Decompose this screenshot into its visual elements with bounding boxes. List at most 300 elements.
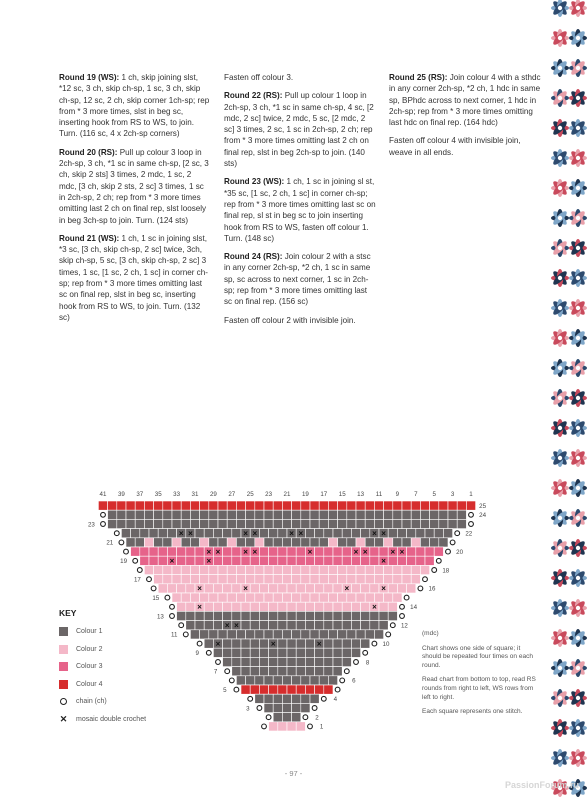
mdc-mark: ×: [197, 584, 202, 594]
stitch-cell: [315, 602, 324, 611]
stitch-cell: [246, 575, 255, 584]
stitch-cell: [315, 611, 324, 620]
pattern-paragraph: [224, 176, 376, 244]
stitch-cell: [264, 575, 273, 584]
mdc-mark: ×: [381, 584, 386, 594]
stitch-cell: [457, 519, 466, 528]
row-number: 13: [156, 613, 164, 621]
mdc-mark: ×: [307, 547, 313, 557]
stitch-cell: [241, 556, 250, 565]
stitch-cell: [351, 621, 360, 630]
chain-mark: [225, 669, 230, 674]
decorative-tile-border: [551, 0, 587, 800]
stitch-cell: [269, 547, 278, 556]
stitch-cell: [425, 547, 434, 556]
key-title: KEY: [59, 608, 77, 618]
stitch-cell: [351, 556, 360, 565]
stitch-cell: [264, 676, 273, 685]
border-motif: [551, 569, 569, 587]
stitch-cell: [158, 584, 167, 593]
stitch-cell: [402, 519, 411, 528]
stitch-cell: [420, 565, 429, 574]
stitch-cell: [278, 685, 287, 694]
stitch-cell: [397, 584, 406, 593]
stitch-cell: [296, 648, 305, 657]
row-number: 20: [456, 548, 464, 556]
chain-mark: [151, 586, 156, 591]
border-motif: [569, 569, 587, 587]
row-number: 3: [246, 705, 250, 713]
stitch-cell: [186, 584, 195, 593]
stitch-cell: [190, 519, 199, 528]
stitch-cell: [223, 648, 232, 657]
stitch-cell: [333, 639, 342, 648]
round-instructions: Fasten off colour 3.: [224, 73, 294, 82]
stitch-cell: [204, 529, 213, 538]
stitch-cell: [259, 657, 268, 666]
stitch-cell: [154, 519, 163, 528]
stitch-cell: [319, 519, 328, 528]
stitch-cell: [273, 565, 282, 574]
stitch-cell: [319, 630, 328, 639]
mdc-mark: ×: [344, 584, 350, 594]
stitch-cell: [144, 501, 153, 510]
column-number: 35: [154, 491, 162, 498]
stitch-cell: [296, 621, 305, 630]
stitch-cell: [296, 611, 305, 620]
stitch-cell: [250, 556, 259, 565]
stitch-cell: [328, 630, 337, 639]
stitch-cell: [287, 657, 296, 666]
stitch-cell: [282, 575, 291, 584]
stitch-cell: [351, 529, 360, 538]
stitch-cell: [347, 565, 356, 574]
stitch-cell: [407, 556, 416, 565]
stitch-cell: [282, 630, 291, 639]
stitch-cell: [282, 713, 291, 722]
column-number: 9: [395, 491, 400, 498]
stitch-cell: [356, 501, 365, 510]
chain-mark: [450, 540, 455, 545]
stitch-cell: [388, 529, 397, 538]
stitch-cell: [338, 519, 347, 528]
stitch-cell: [181, 575, 190, 584]
stitch-cell: [149, 556, 158, 565]
stitch-cell: [278, 667, 287, 676]
stitch-cell: [305, 529, 314, 538]
stitch-cell: [177, 547, 186, 556]
stitch-cell: [370, 547, 379, 556]
stitch-cell: [195, 621, 204, 630]
stitch-cell: [384, 519, 393, 528]
stitch-cell: [278, 621, 287, 630]
stitch-cell: [246, 519, 255, 528]
pattern-paragraph: [224, 72, 376, 83]
mdc-mark: ×: [390, 547, 396, 557]
stitch-cell: [333, 547, 342, 556]
stitch-cell: [287, 556, 296, 565]
round-label: Round 21 (WS):: [59, 233, 120, 243]
stitch-cell: [338, 538, 347, 547]
stitch-cell: [305, 657, 314, 666]
stitch-cell: [278, 547, 287, 556]
row-number: 15: [152, 594, 160, 602]
stitch-cell: [209, 501, 218, 510]
stitch-cell: [338, 501, 347, 510]
border-motif: [551, 149, 569, 167]
stitch-cell: [190, 510, 199, 519]
border-motif: [551, 179, 569, 197]
stitch-cell: [246, 676, 255, 685]
stitch-cell: [278, 657, 287, 666]
stitch-cell: [374, 519, 383, 528]
stitch-cell: [190, 538, 199, 547]
stitch-cell: [140, 529, 149, 538]
chain-mark: [266, 715, 271, 720]
border-motif: [569, 689, 587, 707]
chain-mark: [216, 660, 221, 665]
pattern-paragraph: [59, 233, 211, 323]
stitch-cell: [411, 575, 420, 584]
round-label: Round 23 (WS):: [224, 177, 285, 187]
stitch-cell: [167, 529, 176, 538]
chain-mark: [432, 568, 437, 573]
stitch-cell: [324, 611, 333, 620]
stitch-cell: [305, 611, 314, 620]
stitch-cell: [250, 602, 259, 611]
stitch-cell: [292, 593, 301, 602]
stitch-cell: [402, 501, 411, 510]
stitch-cell: [315, 584, 324, 593]
stitch-cell: [328, 519, 337, 528]
stitch-cell: [282, 676, 291, 685]
pattern-paragraph: [389, 72, 541, 128]
stitch-cell: [338, 565, 347, 574]
stitch-cell: [195, 611, 204, 620]
stitch-cell: [209, 593, 218, 602]
stitch-cell: [126, 519, 135, 528]
stitch-cell: [246, 630, 255, 639]
stitch-cell: [338, 630, 347, 639]
stitch-cell: [172, 538, 181, 547]
border-motif: [551, 719, 569, 737]
stitch-cell: [232, 648, 241, 657]
key-label-colour-1: Colour 1: [76, 628, 103, 636]
chain-mark: [114, 531, 119, 536]
stitch-cell: [374, 538, 383, 547]
stitch-cell: [181, 501, 190, 510]
mdc-mark: ×: [243, 547, 248, 557]
stitch-cell: [351, 648, 360, 657]
stitch-cell: [315, 648, 324, 657]
stitch-cell: [333, 621, 342, 630]
chain-mark: [137, 568, 142, 573]
chain-mark: [262, 724, 267, 729]
stitch-cell: [315, 556, 324, 565]
stitch-cell: [269, 657, 278, 666]
row-number: 8: [365, 659, 370, 667]
stitch-cell: [269, 685, 278, 694]
stitch-cell: [296, 685, 305, 694]
stitch-cell: [255, 630, 264, 639]
stitch-cell: [273, 519, 282, 528]
stitch-cell: [200, 575, 209, 584]
stitch-cell: [213, 648, 222, 657]
stitch-cell: [425, 529, 434, 538]
stitch-cell: [200, 593, 209, 602]
stitch-cell: [273, 676, 282, 685]
stitch-cell: [393, 501, 402, 510]
stitch-cell: [324, 556, 333, 565]
stitch-cell: [338, 593, 347, 602]
row-number: 16: [428, 585, 436, 593]
chain-mark: [321, 696, 326, 701]
stitch-cell: [287, 685, 296, 694]
stitch-cell: [246, 593, 255, 602]
mdc-mark: ×: [298, 528, 304, 538]
border-motif: [551, 689, 569, 707]
stitch-cell: [269, 556, 278, 565]
stitch-cell: [301, 510, 310, 519]
stitch-cell: [356, 519, 365, 528]
stitch-cell: [269, 529, 278, 538]
stitch-cell: [232, 657, 241, 666]
column-number: 31: [191, 491, 199, 498]
stitch-cell: [292, 703, 301, 712]
stitch-cell: [181, 538, 190, 547]
border-motif: [569, 449, 587, 467]
stitch-cell: [328, 593, 337, 602]
stitch-cell: [416, 556, 425, 565]
stitch-cell: [117, 519, 126, 528]
stitch-cell: [108, 510, 117, 519]
stitch-cell: [351, 584, 360, 593]
stitch-cell: [264, 694, 273, 703]
stitch-cell: [259, 667, 268, 676]
stitch-cell: [223, 556, 232, 565]
border-motif: [551, 59, 569, 77]
stitch-cell: [324, 602, 333, 611]
stitch-cell: [361, 639, 370, 648]
stitch-cell: [347, 519, 356, 528]
stitch-cell: [393, 519, 402, 528]
stitch-cell: [278, 611, 287, 620]
stitch-cell: [361, 584, 370, 593]
stitch-cell: [319, 501, 328, 510]
column-number: 25: [246, 491, 254, 498]
stitch-cell: [379, 611, 388, 620]
stitch-cell: [227, 501, 236, 510]
stitch-cell: [319, 676, 328, 685]
stitch-cell: [310, 501, 319, 510]
stitch-cell: [439, 501, 448, 510]
stitch-cell: [411, 501, 420, 510]
chain-mark: [469, 522, 474, 527]
stitch-cell: [236, 593, 245, 602]
stitch-cell: [384, 575, 393, 584]
chart-key: [59, 608, 146, 728]
stitch-cell: [232, 556, 241, 565]
stitch-cell: [273, 593, 282, 602]
border-motif: [569, 0, 587, 17]
stitch-cell: [342, 547, 351, 556]
stitch-cell: [430, 538, 439, 547]
stitch-cell: [269, 648, 278, 657]
stitch-cell: [236, 565, 245, 574]
stitch-cell: [204, 621, 213, 630]
mdc-mark: ×: [252, 547, 258, 557]
stitch-cell: [365, 501, 374, 510]
stitch-cell: [158, 547, 167, 556]
stitch-cell: [186, 556, 195, 565]
stitch-cell: [333, 648, 342, 657]
stitch-cell: [121, 529, 130, 538]
stitch-cell: [209, 575, 218, 584]
chain-mark: [390, 623, 395, 628]
border-motif: [569, 59, 587, 77]
stitch-cell: [310, 510, 319, 519]
chain-mark: [455, 531, 460, 536]
row-number: 5: [223, 686, 227, 694]
stitch-cell: [301, 593, 310, 602]
border-motif: [569, 239, 587, 257]
stitch-cell: [204, 584, 213, 593]
stitch-cell: [144, 510, 153, 519]
stitch-cell: [466, 501, 475, 510]
chain-mark: [335, 687, 340, 692]
stitch-cell: [356, 575, 365, 584]
stitch-cell: [269, 611, 278, 620]
stitch-cell: [292, 630, 301, 639]
chain-mark: [418, 586, 423, 591]
stitch-cell: [287, 602, 296, 611]
key-label-colour-3: Colour 3: [76, 663, 103, 671]
stitch-cell: [430, 501, 439, 510]
stitch-cell: [430, 510, 439, 519]
stitch-cell: [370, 584, 379, 593]
pattern-paragraph: [224, 251, 376, 307]
row-number: 1: [319, 723, 324, 731]
stitch-cell: [259, 556, 268, 565]
border-motif: [569, 209, 587, 227]
stitch-cell: [310, 565, 319, 574]
stitch-cell: [269, 621, 278, 630]
note-stitch: Each square represents one stitch.: [422, 708, 523, 716]
stitch-cell: [236, 538, 245, 547]
note-repeat: Chart shows one side of square; it should be repeated four times on each round.: [422, 644, 533, 669]
chain-mark: [386, 632, 391, 637]
stitch-cell: [448, 501, 457, 510]
stitch-cell: [186, 621, 195, 630]
stitch-cell: [223, 611, 232, 620]
border-motif: [551, 539, 569, 557]
stitch-cell: [296, 584, 305, 593]
round-instructions: Pull up colour 3 loop in 2ch-sp, 3 ch, *1 sc in same ch-sp, [2 sc, 3 ch, skip 2 sts] 3 times, 2 mdc, 1 sc, 2 mdc, [3 ch, skip 2 sts, 2 sc] 3 times, 1 sc in 2ch-sp, 2 ch; rep from * 3 more times omitting last 2 ch on final rep, slst loosely in beg 3ch-sp to join. Turn. (124 sts): [59, 147, 209, 225]
stitch-cell: [370, 611, 379, 620]
column-number: 21: [283, 491, 291, 498]
stitch-cell: [108, 519, 117, 528]
chain-mark: [363, 650, 368, 655]
stitch-cell: [223, 639, 232, 648]
stitch-cell: [163, 501, 172, 510]
stitch-cell: [411, 510, 420, 519]
border-motif: [569, 419, 587, 437]
pattern-paragraph: [59, 72, 211, 140]
row-number: 11: [170, 631, 178, 639]
stitch-cell: [126, 501, 135, 510]
stitch-cell: [172, 575, 181, 584]
stitch-cell: [209, 565, 218, 574]
pattern-paragraph: [389, 135, 541, 158]
stitch-cell: [287, 584, 296, 593]
stitch-cell: [255, 538, 264, 547]
stitch-cell: [246, 501, 255, 510]
stitch-cell: [439, 538, 448, 547]
stitch-cell: [324, 639, 333, 648]
stitch-cell: [305, 685, 314, 694]
stitch-cell: [310, 593, 319, 602]
stitch-cell: [246, 510, 255, 519]
stitch-cell: [278, 648, 287, 657]
stitch-cell: [213, 584, 222, 593]
stitch-cell: [361, 621, 370, 630]
stitch-cell: [356, 538, 365, 547]
stitch-cell: [292, 676, 301, 685]
stitch-cell: [255, 575, 264, 584]
stitch-cell: [213, 611, 222, 620]
stitch-cell: [296, 722, 305, 731]
stitch-cell: [204, 611, 213, 620]
stitch-cell: [135, 510, 144, 519]
key-label-mdc: mosaic double crochet: [76, 715, 147, 723]
stitch-cell: [351, 639, 360, 648]
stitch-cell: [236, 630, 245, 639]
border-motif: [551, 449, 569, 467]
row-number: 25: [479, 502, 487, 510]
mdc-mark: ×: [243, 528, 248, 538]
stitch-cell: [204, 602, 213, 611]
stitch-cell: [232, 602, 241, 611]
border-motif: [551, 89, 569, 107]
row-number: 14: [410, 604, 418, 612]
stitch-cell: [328, 538, 337, 547]
mdc-mark: ×: [289, 528, 294, 538]
stitch-cell: [301, 630, 310, 639]
column-number: 33: [173, 491, 181, 498]
stitch-cell: [181, 565, 190, 574]
border-motif: [551, 329, 569, 347]
stitch-cell: [250, 667, 259, 676]
stitch-cell: [131, 547, 140, 556]
stitch-cell: [407, 529, 416, 538]
stitch-cell: [223, 529, 232, 538]
note-reading: Read chart from bottom to top, read RS rounds from right to left, WS rows from left to right.: [422, 676, 536, 701]
stitch-cell: [420, 538, 429, 547]
stitch-cell: [305, 639, 314, 648]
stitch-cell: [200, 510, 209, 519]
mdc-mark: ×: [316, 639, 322, 649]
stitch-cell: [420, 519, 429, 528]
stitch-cell: [144, 519, 153, 528]
stitch-cell: [273, 703, 282, 712]
stitch-cell: [296, 639, 305, 648]
stitch-cell: [439, 519, 448, 528]
stitch-cell: [365, 593, 374, 602]
column-number: 19: [301, 491, 309, 498]
stitch-cell: [117, 510, 126, 519]
stitch-cell: [425, 556, 434, 565]
stitch-cell: [273, 575, 282, 584]
